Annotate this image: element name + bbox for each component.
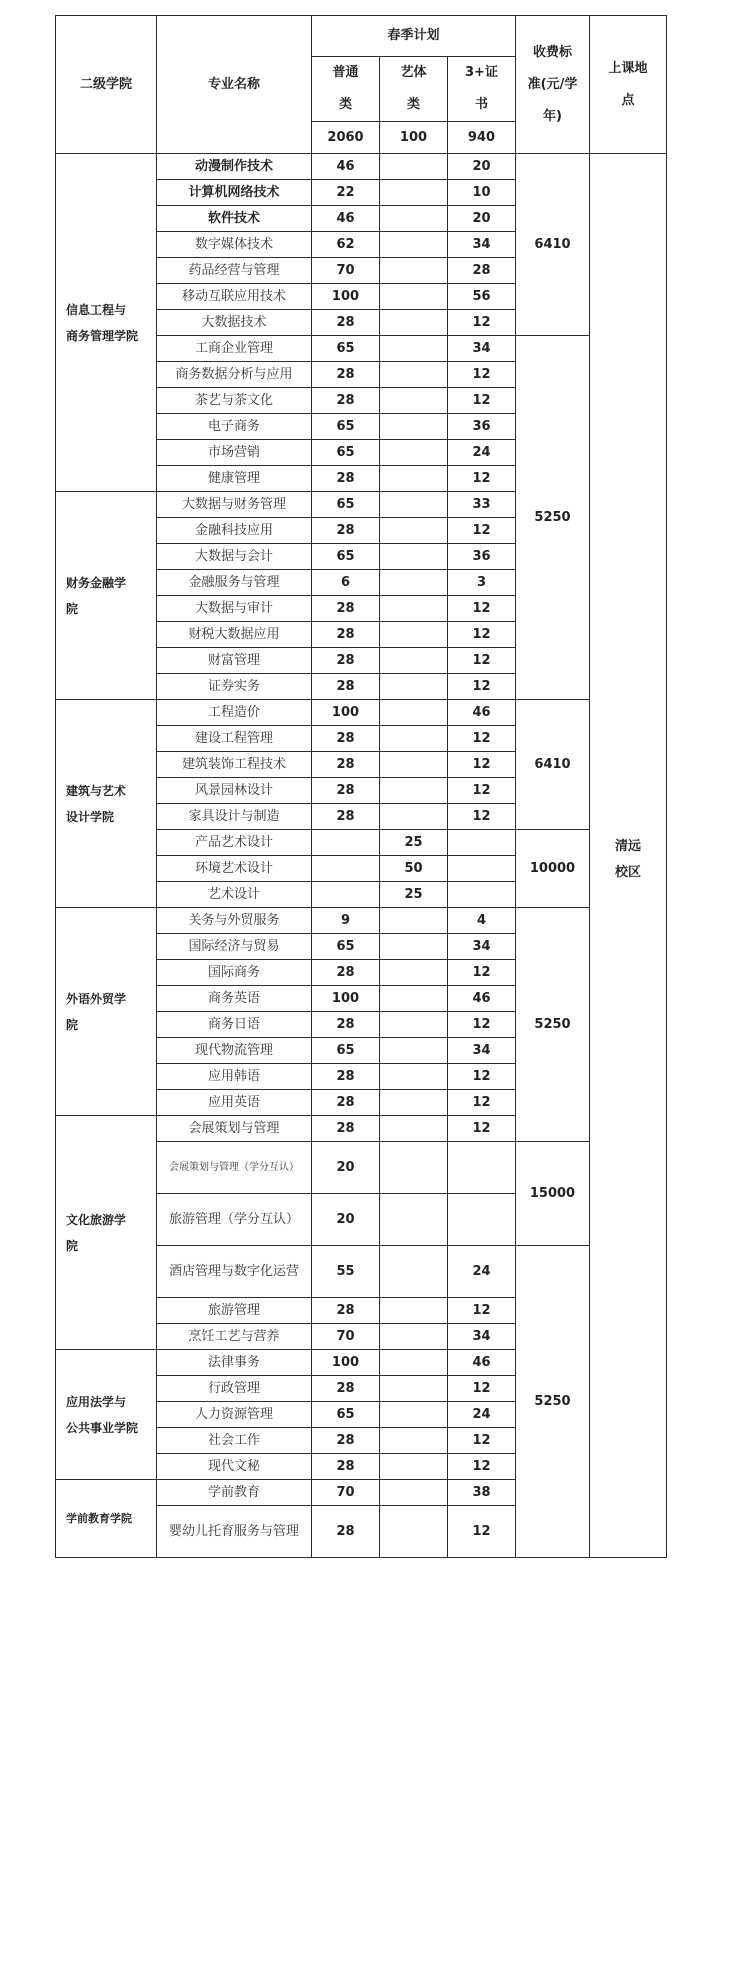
yiti-count <box>380 1402 448 1428</box>
yiti-count <box>380 778 448 804</box>
cert-count <box>448 1142 516 1194</box>
major-name: 国际经济与贸易 <box>157 934 312 960</box>
fee-value: 6410 <box>516 700 590 830</box>
major-name: 行政管理 <box>157 1376 312 1402</box>
fee-value: 6410 <box>516 154 590 336</box>
putong-count: 28 <box>312 1116 380 1142</box>
major-name: 金融服务与管理 <box>157 570 312 596</box>
yiti-count <box>380 700 448 726</box>
college-name: 学前教育学院 <box>56 1480 157 1558</box>
putong-count: 46 <box>312 206 380 232</box>
yiti-count <box>380 1428 448 1454</box>
cert-count: 3 <box>448 570 516 596</box>
total-putong: 2060 <box>312 122 380 154</box>
yiti-count <box>380 518 448 544</box>
yiti-count <box>380 1142 448 1194</box>
yiti-count <box>380 466 448 492</box>
major-name: 移动互联应用技术 <box>157 284 312 310</box>
cert-count: 33 <box>448 492 516 518</box>
yiti-count <box>380 206 448 232</box>
putong-count: 65 <box>312 544 380 570</box>
fee-value: 5250 <box>516 336 590 700</box>
putong-count: 65 <box>312 492 380 518</box>
college-header: 二级学院 <box>56 16 157 154</box>
fee-value: 15000 <box>516 1142 590 1246</box>
major-name: 应用英语 <box>157 1090 312 1116</box>
putong-count: 28 <box>312 388 380 414</box>
cert-count: 34 <box>448 232 516 258</box>
cert-count: 24 <box>448 1246 516 1298</box>
cert-count: 34 <box>448 934 516 960</box>
major-name: 大数据技术 <box>157 310 312 336</box>
table-row <box>56 700 667 726</box>
cert-count: 4 <box>448 908 516 934</box>
major-name: 财富管理 <box>157 648 312 674</box>
putong-count <box>312 882 380 908</box>
major-name: 酒店管理与数字化运营 <box>157 1246 312 1298</box>
cert-count: 12 <box>448 1298 516 1324</box>
college-name: 建筑与艺术 设计学院 <box>56 700 157 908</box>
cert-count: 12 <box>448 752 516 778</box>
major-name: 烹饪工艺与营养 <box>157 1324 312 1350</box>
cert-count <box>448 882 516 908</box>
putong-count <box>312 856 380 882</box>
major-name: 旅游管理 <box>157 1298 312 1324</box>
cert-count <box>448 1194 516 1246</box>
cert-count: 12 <box>448 1090 516 1116</box>
fee-value: 5250 <box>516 1246 590 1558</box>
yiti-count <box>380 362 448 388</box>
putong-count: 28 <box>312 726 380 752</box>
yiti-count <box>380 336 448 362</box>
enrollment-plan-table <box>55 15 667 1558</box>
yiti-count <box>380 388 448 414</box>
putong-count: 70 <box>312 1480 380 1506</box>
fee-value: 5250 <box>516 908 590 1142</box>
spring-plan-header: 春季计划 <box>312 16 516 57</box>
yiti-count <box>380 1506 448 1558</box>
table-row <box>56 908 667 934</box>
putong-count: 65 <box>312 1402 380 1428</box>
putong-count: 28 <box>312 1428 380 1454</box>
major-name: 风景园林设计 <box>157 778 312 804</box>
major-name: 电子商务 <box>157 414 312 440</box>
putong-count: 6 <box>312 570 380 596</box>
yiti-count <box>380 1324 448 1350</box>
major-name: 金融科技应用 <box>157 518 312 544</box>
major-name: 关务与外贸服务 <box>157 908 312 934</box>
yiti-count <box>380 1038 448 1064</box>
major-name: 建设工程管理 <box>157 726 312 752</box>
yiti-count <box>380 232 448 258</box>
yiti-count <box>380 986 448 1012</box>
putong-count: 28 <box>312 310 380 336</box>
major-name: 家具设计与制造 <box>157 804 312 830</box>
major-name: 计算机网络技术 <box>157 180 312 206</box>
putong-count: 28 <box>312 1376 380 1402</box>
cert-count: 12 <box>448 362 516 388</box>
yiti-count <box>380 1454 448 1480</box>
putong-count: 28 <box>312 622 380 648</box>
major-name: 茶艺与茶文化 <box>157 388 312 414</box>
yiti-count <box>380 154 448 180</box>
cert-count: 34 <box>448 1324 516 1350</box>
yiti-count <box>380 258 448 284</box>
yiti-count: 25 <box>380 882 448 908</box>
major-name: 药品经营与管理 <box>157 258 312 284</box>
college-name: 外语外贸学 院 <box>56 908 157 1116</box>
major-name: 软件技术 <box>157 206 312 232</box>
cert-count: 20 <box>448 206 516 232</box>
cert-count: 12 <box>448 1064 516 1090</box>
putong-header: 普通 类 <box>312 57 380 122</box>
yiti-count <box>380 648 448 674</box>
college-name: 信息工程与 商务管理学院 <box>56 154 157 492</box>
cert-count: 28 <box>448 258 516 284</box>
cert-count: 38 <box>448 1480 516 1506</box>
putong-count: 28 <box>312 778 380 804</box>
putong-count: 55 <box>312 1246 380 1298</box>
putong-count: 28 <box>312 1298 380 1324</box>
major-name: 婴幼儿托育服务与管理 <box>157 1506 312 1558</box>
major-name: 建筑装饰工程技术 <box>157 752 312 778</box>
major-header: 专业名称 <box>157 16 312 154</box>
cert-count: 12 <box>448 674 516 700</box>
yiti-count <box>380 570 448 596</box>
major-name: 商务英语 <box>157 986 312 1012</box>
putong-count: 70 <box>312 258 380 284</box>
yiti-count <box>380 492 448 518</box>
major-name: 学前教育 <box>157 1480 312 1506</box>
yiti-count <box>380 440 448 466</box>
cert-header: 3+证 书 <box>448 57 516 122</box>
major-name: 市场营销 <box>157 440 312 466</box>
cert-count: 36 <box>448 414 516 440</box>
yiti-count <box>380 1350 448 1376</box>
putong-count: 100 <box>312 700 380 726</box>
major-name: 大数据与财务管理 <box>157 492 312 518</box>
yiti-count <box>380 908 448 934</box>
putong-count: 28 <box>312 1454 380 1480</box>
yiti-count <box>380 1116 448 1142</box>
putong-count: 28 <box>312 1064 380 1090</box>
cert-count: 12 <box>448 1506 516 1558</box>
fee-value: 10000 <box>516 830 590 908</box>
cert-count: 12 <box>448 960 516 986</box>
yiti-count <box>380 726 448 752</box>
yiti-count <box>380 596 448 622</box>
cert-count: 56 <box>448 284 516 310</box>
cert-count: 46 <box>448 986 516 1012</box>
putong-count: 100 <box>312 986 380 1012</box>
yiti-count <box>380 1376 448 1402</box>
putong-count: 65 <box>312 336 380 362</box>
campus-location: 清远 校区 <box>590 154 667 1558</box>
putong-count: 65 <box>312 934 380 960</box>
putong-count: 62 <box>312 232 380 258</box>
putong-count: 28 <box>312 466 380 492</box>
cert-count: 34 <box>448 336 516 362</box>
cert-count: 12 <box>448 1376 516 1402</box>
major-name: 社会工作 <box>157 1428 312 1454</box>
putong-count: 28 <box>312 518 380 544</box>
major-name: 大数据与审计 <box>157 596 312 622</box>
cert-count: 12 <box>448 804 516 830</box>
cert-count: 12 <box>448 1428 516 1454</box>
yiti-count <box>380 1298 448 1324</box>
yiti-count <box>380 1480 448 1506</box>
major-name: 法律事务 <box>157 1350 312 1376</box>
yiti-count <box>380 544 448 570</box>
cert-count <box>448 856 516 882</box>
cert-count: 12 <box>448 1116 516 1142</box>
cert-count: 12 <box>448 518 516 544</box>
yiti-count <box>380 1064 448 1090</box>
putong-count: 65 <box>312 440 380 466</box>
putong-count <box>312 830 380 856</box>
putong-count: 100 <box>312 1350 380 1376</box>
putong-count: 28 <box>312 752 380 778</box>
putong-count: 65 <box>312 1038 380 1064</box>
cert-count <box>448 830 516 856</box>
putong-count: 20 <box>312 1142 380 1194</box>
total-yiti: 100 <box>380 122 448 154</box>
putong-count: 65 <box>312 414 380 440</box>
major-name: 现代物流管理 <box>157 1038 312 1064</box>
major-name: 数字媒体技术 <box>157 232 312 258</box>
cert-count: 12 <box>448 778 516 804</box>
putong-count: 20 <box>312 1194 380 1246</box>
cert-count: 24 <box>448 1402 516 1428</box>
major-name: 国际商务 <box>157 960 312 986</box>
cert-count: 12 <box>448 622 516 648</box>
yiti-header: 艺体 类 <box>380 57 448 122</box>
yiti-count <box>380 1246 448 1298</box>
major-name: 产品艺术设计 <box>157 830 312 856</box>
cert-count: 12 <box>448 1012 516 1038</box>
yiti-count: 25 <box>380 830 448 856</box>
major-name: 艺术设计 <box>157 882 312 908</box>
cert-count: 12 <box>448 596 516 622</box>
college-name: 财务金融学 院 <box>56 492 157 700</box>
header-row-1 <box>56 16 667 57</box>
yiti-count <box>380 960 448 986</box>
major-name: 环境艺术设计 <box>157 856 312 882</box>
yiti-count <box>380 310 448 336</box>
fee-header: 收费标 准(元/学年) <box>516 16 590 154</box>
major-name: 商务数据分析与应用 <box>157 362 312 388</box>
major-name: 工程造价 <box>157 700 312 726</box>
major-name: 商务日语 <box>157 1012 312 1038</box>
yiti-count <box>380 1012 448 1038</box>
major-name: 旅游管理（学分互认） <box>157 1194 312 1246</box>
cert-count: 12 <box>448 648 516 674</box>
major-name: 健康管理 <box>157 466 312 492</box>
cert-count: 24 <box>448 440 516 466</box>
cert-count: 10 <box>448 180 516 206</box>
yiti-count <box>380 284 448 310</box>
college-name: 应用法学与 公共事业学院 <box>56 1350 157 1480</box>
location-header: 上课地 点 <box>590 16 667 154</box>
major-name: 动漫制作技术 <box>157 154 312 180</box>
putong-count: 22 <box>312 180 380 206</box>
cert-count: 34 <box>448 1038 516 1064</box>
yiti-count: 50 <box>380 856 448 882</box>
putong-count: 28 <box>312 804 380 830</box>
table-row <box>56 154 667 180</box>
cert-count: 12 <box>448 388 516 414</box>
yiti-count <box>380 1090 448 1116</box>
cert-count: 36 <box>448 544 516 570</box>
yiti-count <box>380 1194 448 1246</box>
cert-count: 12 <box>448 1454 516 1480</box>
putong-count: 28 <box>312 1506 380 1558</box>
yiti-count <box>380 622 448 648</box>
cert-count: 46 <box>448 1350 516 1376</box>
cert-count: 20 <box>448 154 516 180</box>
putong-count: 28 <box>312 362 380 388</box>
putong-count: 28 <box>312 674 380 700</box>
total-cert: 940 <box>448 122 516 154</box>
putong-count: 100 <box>312 284 380 310</box>
putong-count: 28 <box>312 1012 380 1038</box>
cert-count: 12 <box>448 466 516 492</box>
major-name: 现代文秘 <box>157 1454 312 1480</box>
major-name: 应用韩语 <box>157 1064 312 1090</box>
major-name: 财税大数据应用 <box>157 622 312 648</box>
putong-count: 28 <box>312 1090 380 1116</box>
yiti-count <box>380 674 448 700</box>
putong-count: 28 <box>312 960 380 986</box>
major-name: 会展策划与管理 <box>157 1116 312 1142</box>
putong-count: 46 <box>312 154 380 180</box>
cert-count: 12 <box>448 726 516 752</box>
yiti-count <box>380 414 448 440</box>
cert-count: 12 <box>448 310 516 336</box>
major-name: 证券实务 <box>157 674 312 700</box>
putong-count: 28 <box>312 648 380 674</box>
major-name: 工商企业管理 <box>157 336 312 362</box>
yiti-count <box>380 934 448 960</box>
putong-count: 70 <box>312 1324 380 1350</box>
major-name: 人力资源管理 <box>157 1402 312 1428</box>
college-name: 文化旅游学 院 <box>56 1116 157 1350</box>
putong-count: 28 <box>312 596 380 622</box>
yiti-count <box>380 752 448 778</box>
yiti-count <box>380 180 448 206</box>
putong-count: 9 <box>312 908 380 934</box>
yiti-count <box>380 804 448 830</box>
cert-count: 46 <box>448 700 516 726</box>
major-name: 大数据与会计 <box>157 544 312 570</box>
major-name: 会展策划与管理（学分互认） <box>157 1142 312 1194</box>
